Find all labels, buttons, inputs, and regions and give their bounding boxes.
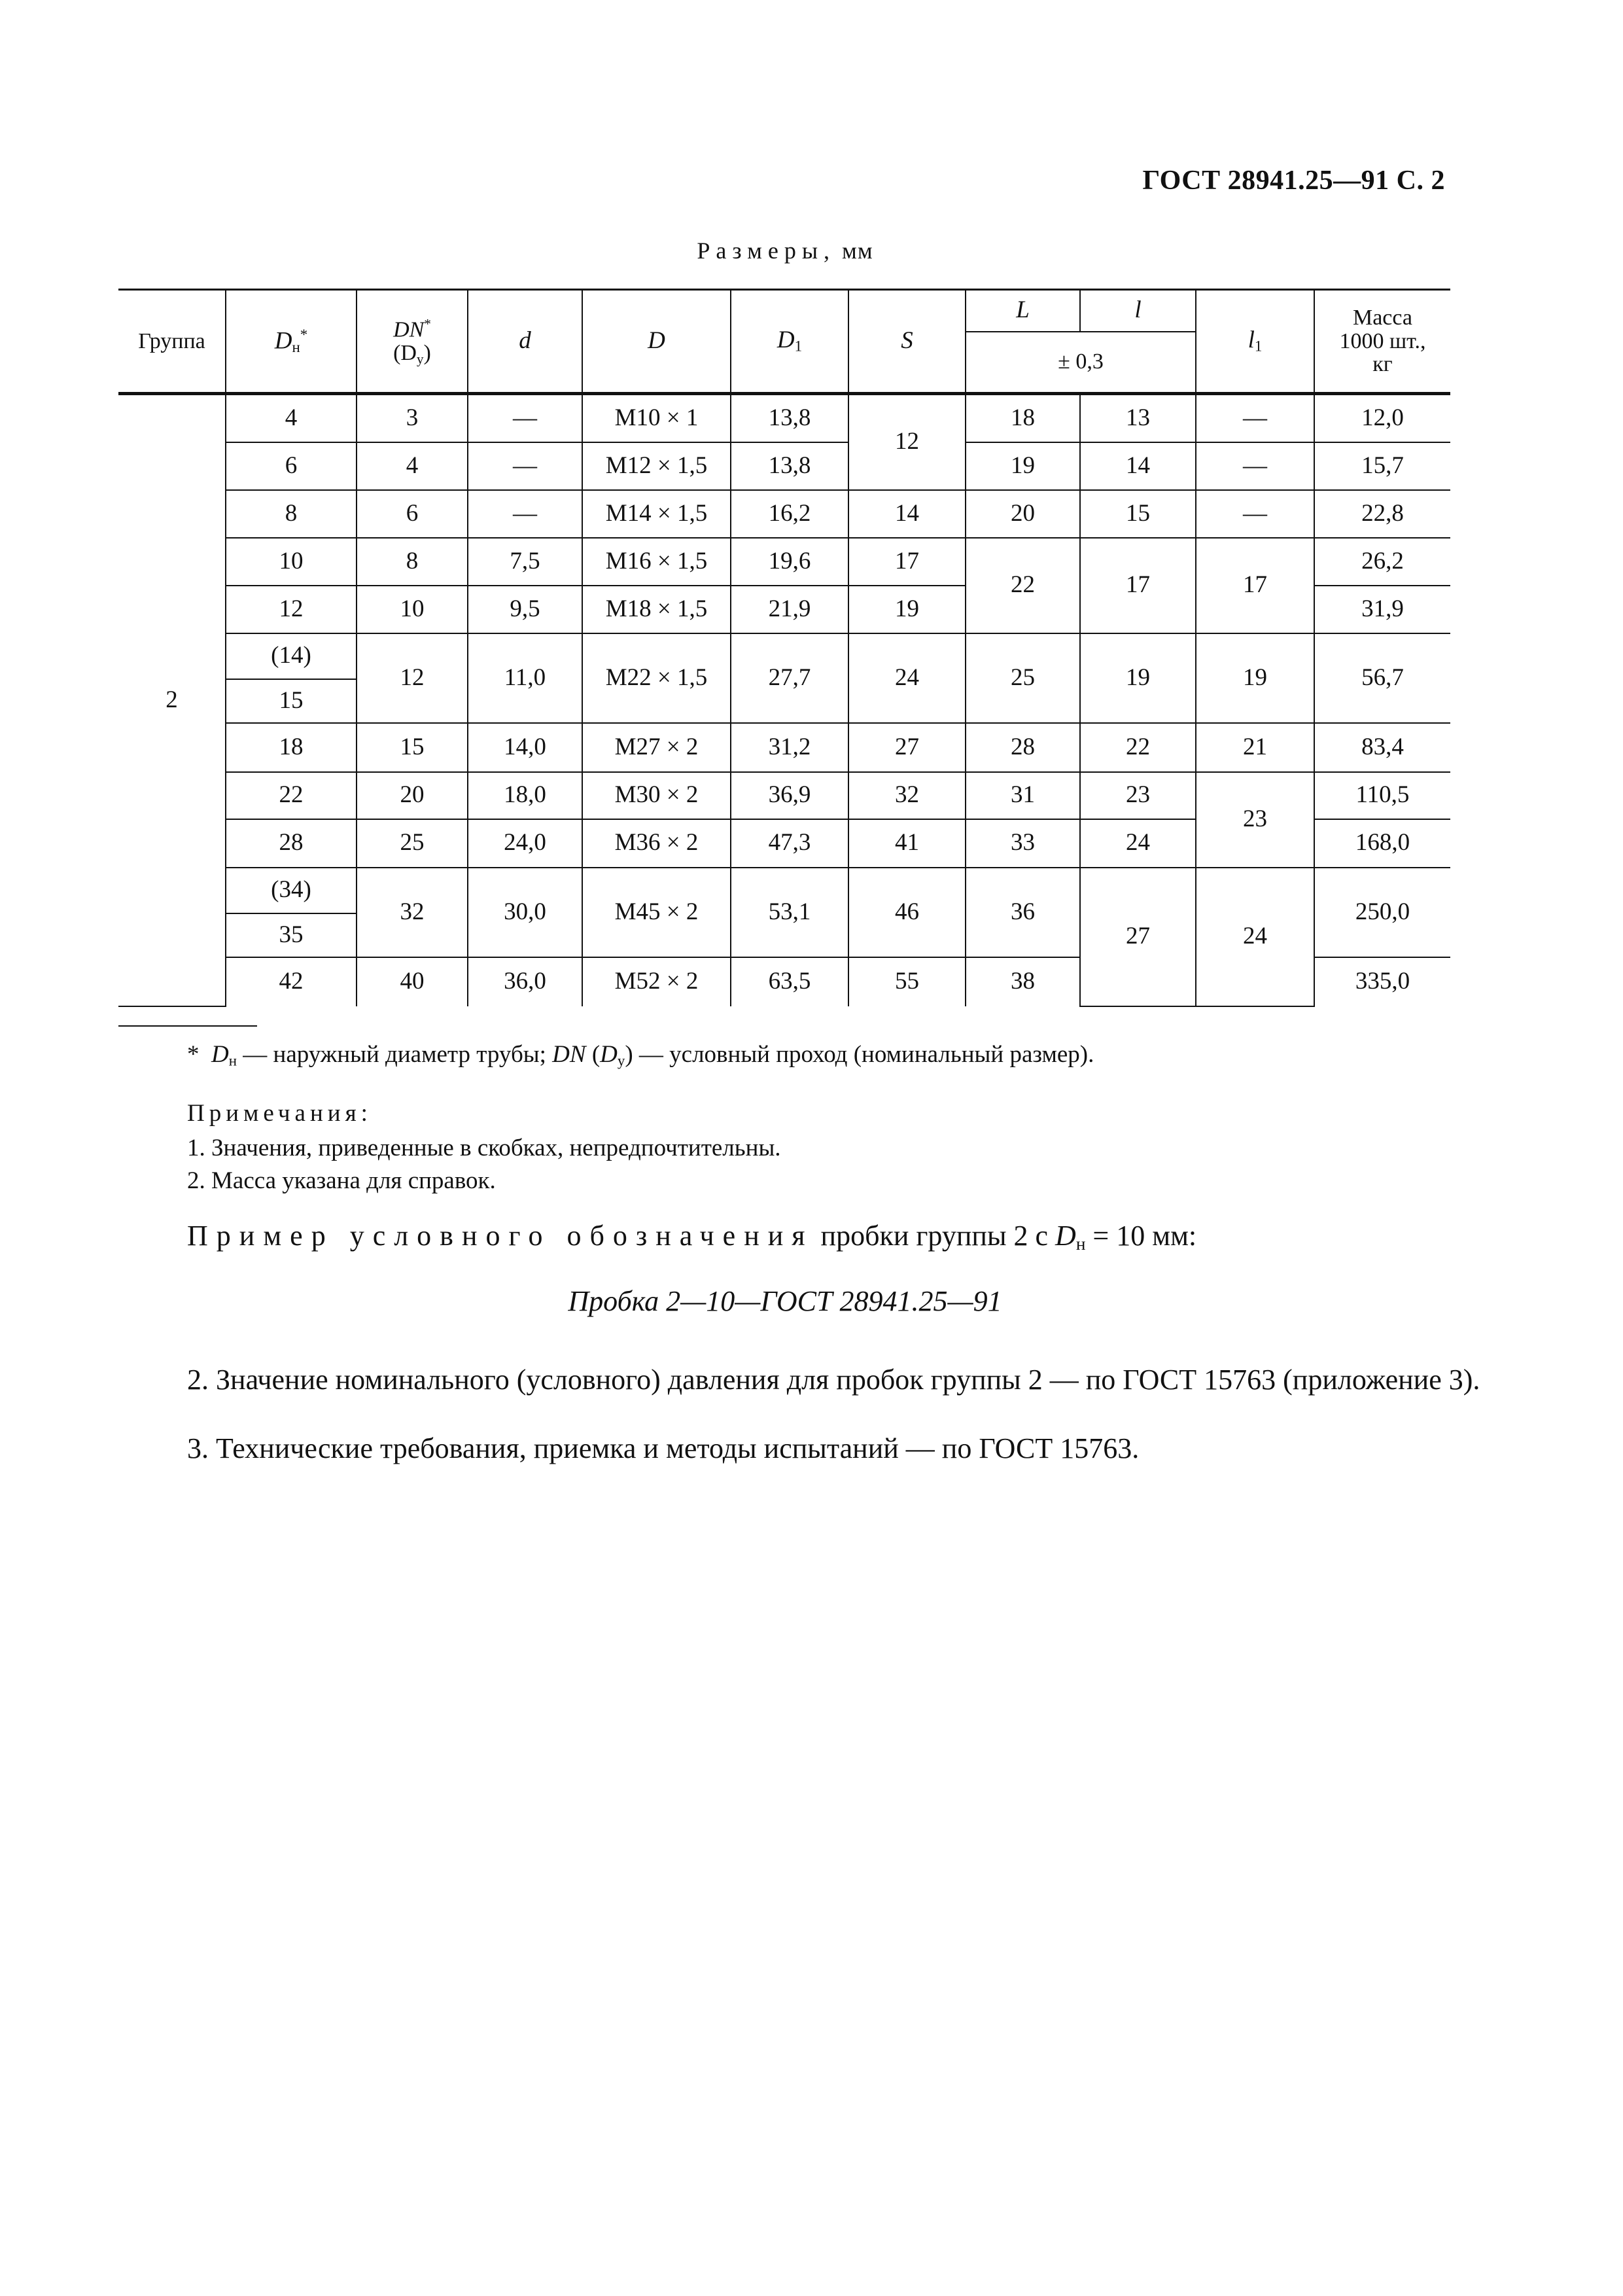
table-cell: — [468,490,582,538]
table-cell: 7,5 [468,538,582,586]
table-cell: M27 × 2 [582,723,731,772]
caption-unit: мм [842,238,873,264]
table-cell: 22 [1080,723,1196,772]
table-cell: 22,8 [1314,490,1450,538]
table-cell: M14 × 1,5 [582,490,731,538]
dimensions-table [118,289,1450,1007]
table-cell: 30,0 [468,868,582,957]
table-cell: 25 [966,633,1080,723]
table-cell: 4 [226,394,357,442]
table-cell: 27 [848,723,966,772]
footnote-divider [118,1025,257,1027]
table-cell: 42 [226,957,357,1006]
table-cell: 12 [848,394,966,490]
table-cell: 15 [1080,490,1196,538]
table-cell: 8 [226,490,357,538]
table-cell: 13 [1080,394,1196,442]
table-cell: 18,0 [468,772,582,819]
table-cell: 15 [357,723,468,772]
table-caption [0,237,1570,264]
table-cell: 22 [966,538,1080,633]
table-cell: 9,5 [468,586,582,633]
table-cell: M30 × 2 [582,772,731,819]
table-cell: 36 [966,868,1080,957]
table-cell: 6 [357,490,468,538]
table-cell: 3 [357,394,468,442]
table-cell: 55 [848,957,966,1006]
table-cell: 16,2 [731,490,848,538]
table-cell: 12 [226,586,357,633]
table-cell: 11,0 [468,633,582,723]
header-l: l [1080,290,1196,332]
table-cell: 17 [1080,538,1196,633]
header-S: S [848,290,966,394]
note-item: 1. Значения, приведенные в скобках, непредпочтительны. [187,1135,781,1161]
designation-example: Пример условного обозначения пробки группы 2 с $D_н = 10$ мм: [187,1220,1197,1254]
table-cell: M12 × 1,5 [582,442,731,490]
table-cell: 19 [848,586,966,633]
table-cell: 24 [1196,868,1314,1006]
table-cell: 19 [1080,633,1196,723]
header-thread-D: D [582,290,731,394]
header-L: L [966,290,1080,332]
table-cell: — [468,442,582,490]
table-cell: 33 [966,819,1080,868]
table-cell: 13,8 [731,442,848,490]
table-cell: 14 [848,490,966,538]
table-cell: 24 [1080,819,1196,868]
table-cell: 27 [1080,868,1196,1006]
table-cell: — [468,394,582,442]
table-cell: 17 [848,538,966,586]
table-cell: 19,6 [731,538,848,586]
table-cell: M10 × 1 [582,394,731,442]
document-reference: ГОСТ 28941.25—91 С. 2 [1142,166,1445,196]
table-cell: 27,7 [731,633,848,723]
table-cell: 23 [1080,772,1196,819]
table-cell: 28 [966,723,1080,772]
table-cell: 31 [966,772,1080,819]
note-item: 2. Масса указана для справок. [187,1167,496,1194]
table-cell: 83,4 [1314,723,1450,772]
table-cell: 18 [966,394,1080,442]
table-cell: 31,2 [731,723,848,772]
paragraph-2: 2. Значение номинального (условного) давления для пробок группы 2 — по ГОСТ 15763 (приложение 3). [187,1364,1480,1396]
table-cell: 38 [966,957,1080,1006]
table-cell: 21 [1196,723,1314,772]
table-cell: 19 [966,442,1080,490]
table-cell: 41 [848,819,966,868]
table-cell: 23 [1196,772,1314,868]
table-cell: 4 [357,442,468,490]
table-cell: 14 [1080,442,1196,490]
table-cell: 63,5 [731,957,848,1006]
notes-title: Примечания: [187,1100,372,1127]
table-cell: 21,9 [731,586,848,633]
table-cell: 250,0 [1314,868,1450,957]
paragraph-3: 3. Технические требования, приемка и методы испытаний — по ГОСТ 15763. [187,1432,1140,1464]
table-cell: 28 [226,819,357,868]
header-group: Группа [118,290,226,394]
designation-text: Пробка 2—10—ГОСТ 28941.25—91 [568,1285,1002,1317]
table-cell: 26,2 [1314,538,1450,586]
table-cell: 12,0 [1314,394,1450,442]
header-l1: $l_1$ [1196,290,1314,394]
table-cell: — [1196,490,1314,538]
table-cell: M36 × 2 [582,819,731,868]
table-cell: 168,0 [1314,819,1450,868]
table-cell: (14) [226,633,357,679]
table-cell: — [1196,394,1314,442]
footnote: * $D_н$ — наружный диаметр трубы; DN $(D_у)$ — условный проход (номинальный размер). [187,1041,1094,1069]
table-cell: 15 [226,679,357,723]
caption-label: Размеры, [697,238,836,264]
table-cell: M18 × 1,5 [582,586,731,633]
table-cell: 35 [226,913,357,957]
table-cell: 10 [226,538,357,586]
table-cell: 110,5 [1314,772,1450,819]
table-cell: 32 [848,772,966,819]
table-cell: 19 [1196,633,1314,723]
table-cell: 14,0 [468,723,582,772]
table-cell: 47,3 [731,819,848,868]
table-cell: 20 [357,772,468,819]
table-cell: (34) [226,868,357,913]
table-cell: M45 × 2 [582,868,731,957]
header-d: d [468,290,582,394]
table-cell: 15,7 [1314,442,1450,490]
table-cell: 24 [848,633,966,723]
table-cell: 40 [357,957,468,1006]
table-cell: 53,1 [731,868,848,957]
table-cell: M22 × 1,5 [582,633,731,723]
header-outer-diameter: $D_н^*$ [226,290,357,394]
header-mass: Масса 1000 шт., кг [1314,290,1450,394]
header-D1: $D_1$ [731,290,848,394]
table-cell: 20 [966,490,1080,538]
group-cell: 2 [118,394,226,1006]
table-cell: 32 [357,868,468,957]
table-cell: 12 [357,633,468,723]
table-cell: 46 [848,868,966,957]
table-cell: 36,9 [731,772,848,819]
table-cell: M16 × 1,5 [582,538,731,586]
table-cell: 17 [1196,538,1314,633]
table-cell: 8 [357,538,468,586]
table-cell: 24,0 [468,819,582,868]
table-cell: 13,8 [731,394,848,442]
header-nominal-size: DN* $(D_у)$ [357,290,468,394]
table-cell: 6 [226,442,357,490]
table-cell: 36,0 [468,957,582,1006]
table-cell: 10 [357,586,468,633]
table-cell: — [1196,442,1314,490]
table-cell: 18 [226,723,357,772]
table-cell: M52 × 2 [582,957,731,1006]
header-tolerance: ± 0,3 [966,332,1196,394]
table-cell: 335,0 [1314,957,1450,1006]
table-cell: 22 [226,772,357,819]
table-cell: 31,9 [1314,586,1450,633]
table-cell: 25 [357,819,468,868]
table-cell: 56,7 [1314,633,1450,723]
